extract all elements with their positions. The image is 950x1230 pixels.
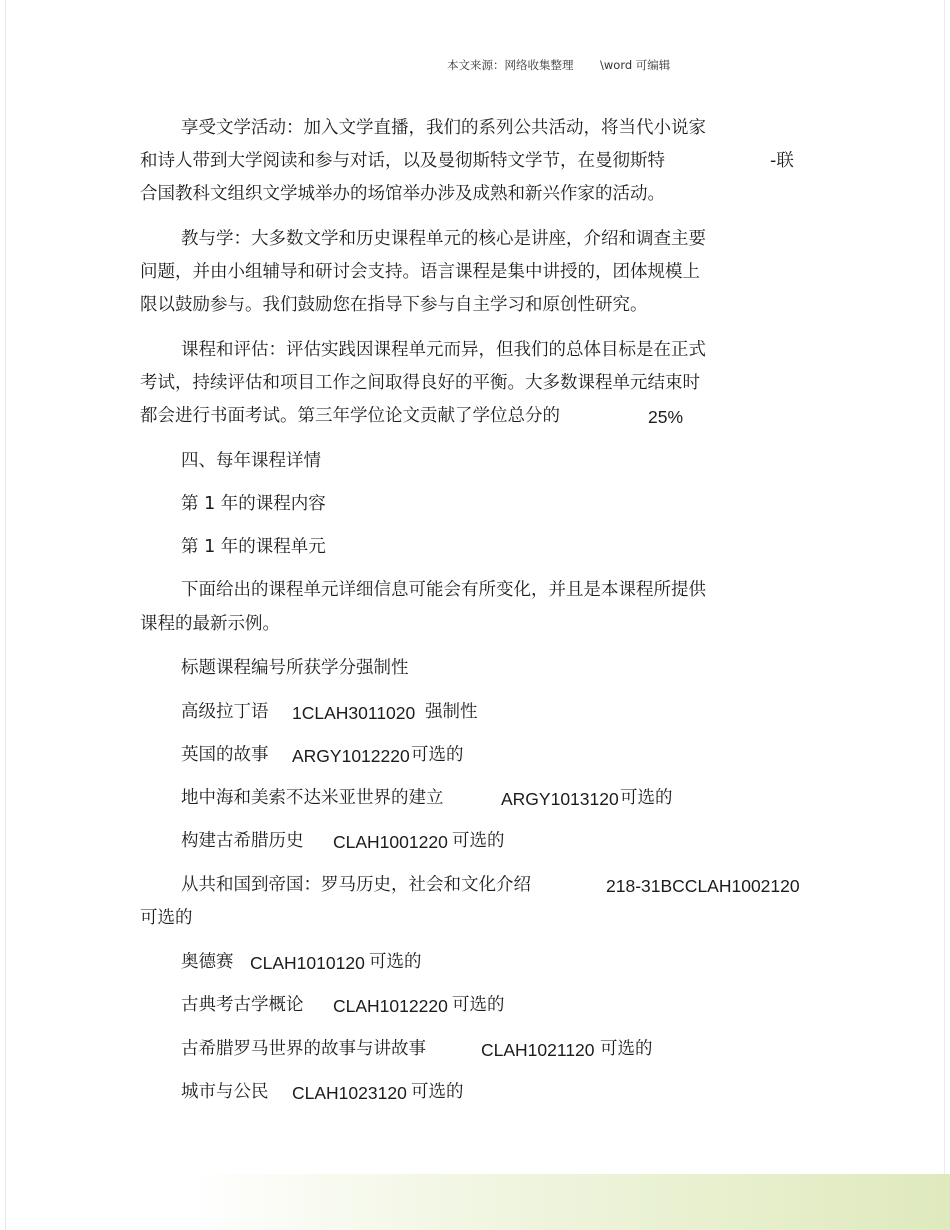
course-code: CLAH1010120 <box>250 953 365 973</box>
course-title: 构建古希腊历史 <box>181 831 304 851</box>
course-title: 从共和国到帝国：罗马历史，社会和文化介绍 <box>181 875 531 895</box>
paragraph-assessment-line2: 考试，持续评估和项目工作之间取得良好的平衡。大多数课程单元结束时 <box>140 373 700 393</box>
page-edge <box>5 0 6 1230</box>
course-code: CLAH1021120 <box>481 1040 595 1060</box>
intro-line2: 课程的最新示例。 <box>140 614 280 634</box>
course-title: 高级拉丁语 <box>181 702 269 722</box>
paragraph-teaching-line1: 教与学：大多数文学和历史课程单元的核心是讲座，介绍和调查主要 <box>181 229 706 249</box>
course-status: 可选的 <box>452 995 505 1015</box>
year1-content-heading: 第 1 年的课程内容 <box>181 494 326 514</box>
course-code: CLAH1012220 <box>333 996 448 1016</box>
paragraph-assessment-line3: 都会进行书面考试。第三年学位论文贡献了学位总分的 <box>140 406 560 426</box>
paragraph-literary-line3: 合国教科文组织文学城举办的场馆举办涉及成熟和新兴作家的活动。 <box>140 184 665 204</box>
footer-decoration <box>0 1174 950 1230</box>
course-status: 可选的 <box>411 1082 464 1102</box>
paragraph-literary-line1: 享受文学活动：加入文学直播，我们的系列公共活动，将当代小说家 <box>181 118 706 138</box>
page-header <box>0 57 950 75</box>
paragraph-literary-line2-tail: -联 <box>770 151 794 171</box>
course-title: 古希腊罗马世界的故事与讲故事 <box>181 1039 426 1059</box>
course-table-header: 标题课程编号所获学分强制性 <box>181 658 409 678</box>
course-status: 可选的 <box>452 831 505 851</box>
course-code: 1CLAH3011020 <box>292 703 416 723</box>
assessment-percentage: 25% <box>648 407 684 427</box>
course-code: ARGY1013120 <box>501 789 619 809</box>
course-title: 英国的故事 <box>181 745 269 765</box>
course-code: CLAH1001220 <box>333 832 448 852</box>
page-edge-right <box>944 0 945 1230</box>
intro-line1: 下面给出的课程单元详细信息可能会有所变化，并且是本课程所提供 <box>181 580 706 600</box>
course-status: 强制性 <box>425 702 478 722</box>
header-editable-note: \word 可编辑 <box>600 58 671 72</box>
course-title: 奥德赛 <box>181 952 234 972</box>
paragraph-literary-line2: 和诗人带到大学阅读和参与对话，以及曼彻斯特文学节，在曼彻斯特 <box>140 151 665 171</box>
course-title: 地中海和美索不达米亚世界的建立 <box>181 788 444 808</box>
course-status: 可选的 <box>140 908 193 928</box>
paragraph-teaching-line2: 问题，并由小组辅导和研讨会支持。语言课程是集中讲授的，团体规模上 <box>140 262 700 282</box>
course-code: 218-31BCCLAH1002120 <box>606 876 800 896</box>
course-title: 城市与公民 <box>181 1082 269 1102</box>
course-code: CLAH1023120 <box>292 1083 407 1103</box>
section-heading: 四、每年课程详情 <box>181 451 321 471</box>
course-status: 可选的 <box>369 952 422 972</box>
paragraph-assessment-line1: 课程和评估：评估实践因课程单元而异，但我们的总体目标是在正式 <box>181 340 706 360</box>
year1-units-heading: 第 1 年的课程单元 <box>181 537 326 557</box>
course-status: 可选的 <box>411 745 464 765</box>
header-source: 本文来源：网络收集整理 <box>447 58 574 72</box>
course-code: ARGY1012220 <box>292 746 410 766</box>
course-status: 可选的 <box>620 788 673 808</box>
paragraph-teaching-line3: 限以鼓励参与。我们鼓励您在指导下参与自主学习和原创性研究。 <box>140 295 648 315</box>
course-title: 古典考古学概论 <box>181 995 304 1015</box>
course-status: 可选的 <box>600 1039 653 1059</box>
